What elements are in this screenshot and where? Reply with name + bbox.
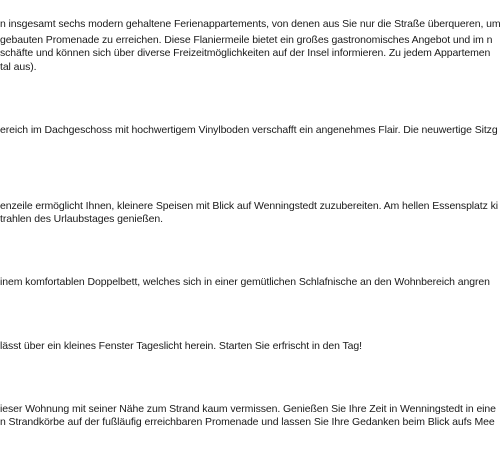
text-line: trahlen des Urlaubstages genießen.: [0, 213, 163, 225]
text-line: lässt über ein kleines Fenster Tageslicht herein. Starten Sie erfrischt in den Tag!: [0, 340, 362, 352]
text-line: inem komfortablen Doppelbett, welches sich in einer gemütlichen Schlafnische an den Wohnbereich angren: [0, 276, 490, 288]
text-line: ieser Wohnung mit seiner Nähe zum Strand kaum vermissen. Genießen Sie Ihre Zeit in Wenningstedt in eine: [0, 403, 496, 415]
text-line: ereich im Dachgeschoss mit hochwertigem Vinylboden verschafft ein angenehmes Flair. Die neuwertige Sitzg: [0, 124, 498, 136]
text-line: n Strandkörbe auf der fußläufig erreichbaren Promenade und lassen Sie Ihre Gedanken beim Blick aufs Mee: [0, 416, 495, 428]
text-line: tal aus).: [0, 61, 37, 73]
text-line: gebauten Promenade zu erreichen. Diese Flaniermeile bietet ein großes gastronomisches Angebot und im n: [0, 34, 493, 46]
text-line: schäfte und können sich über diverse Freizeitmöglichkeiten auf der Insel informieren. Zu jedem Appartemen: [0, 47, 491, 59]
text-line: enzeile ermöglicht Ihnen, kleinere Speisen mit Blick auf Wenningstedt zuzubereiten. Am hellen Essensplatz ki: [0, 200, 498, 212]
text-line: n insgesamt sechs modern gehaltene Ferienappartements, von denen aus Sie nur die Straße überqueren, um: [0, 18, 501, 30]
